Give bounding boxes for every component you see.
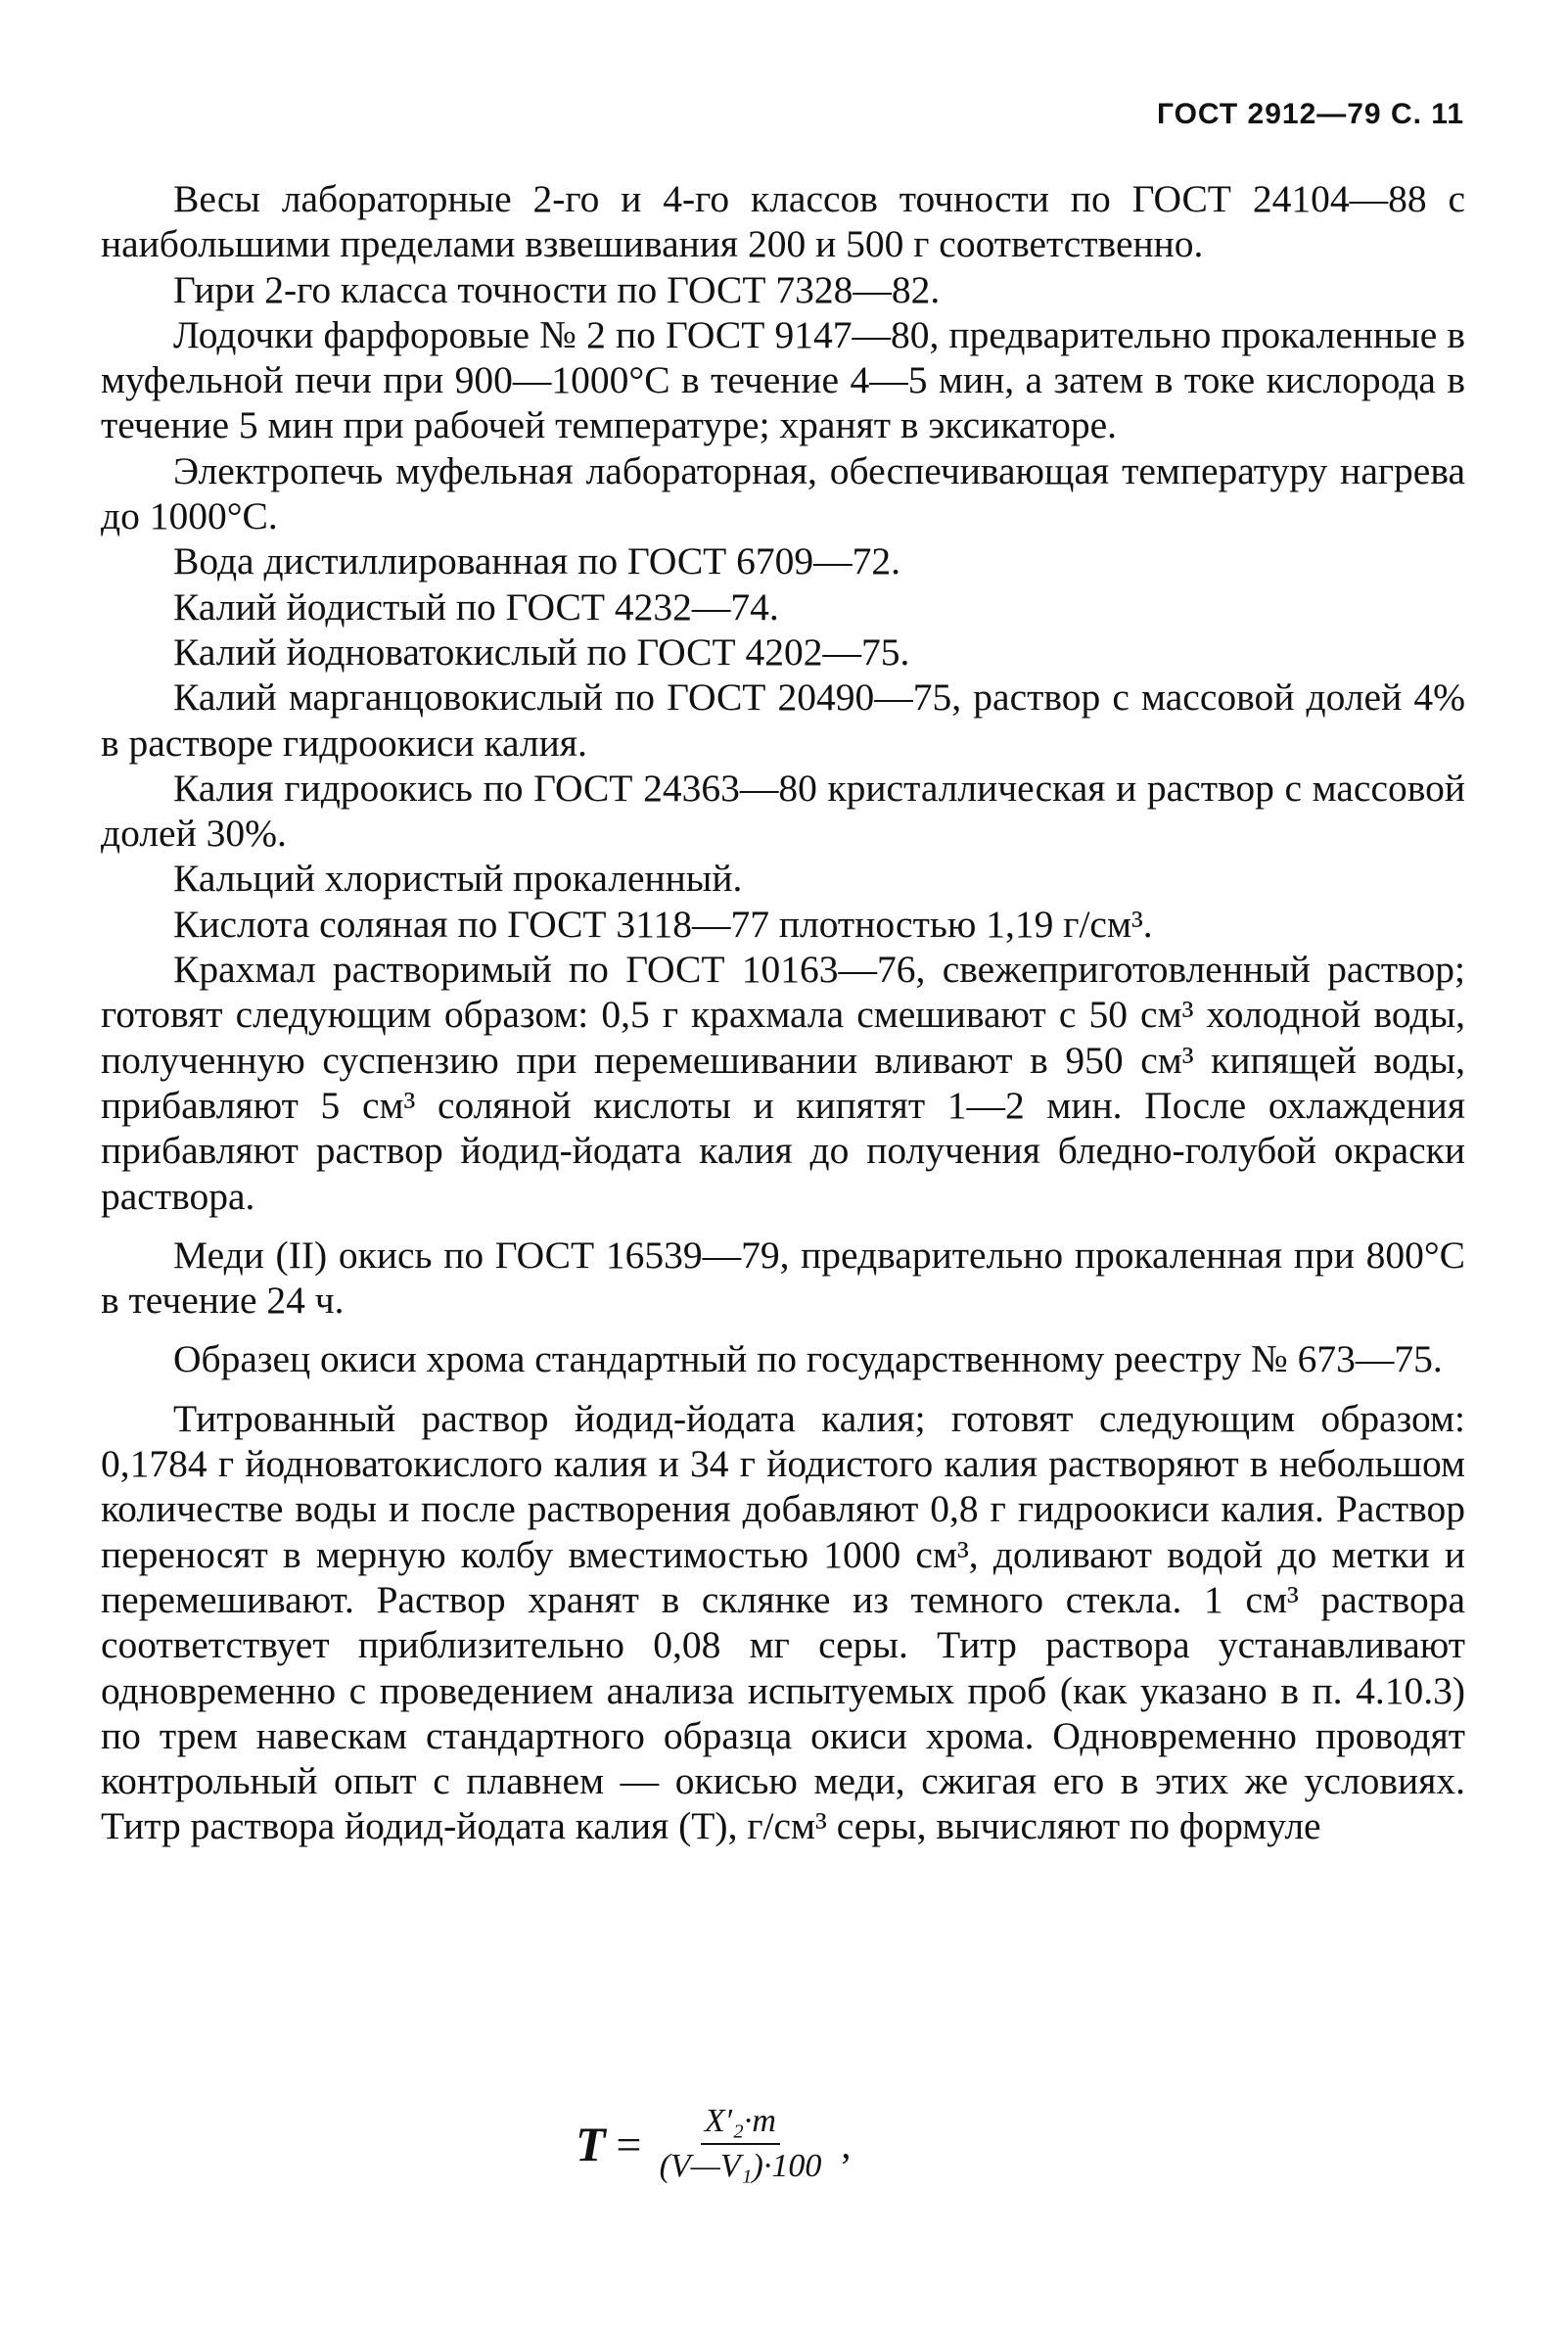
paragraph-permanganate: Калий марганцовокислый по ГОСТ 20490—75, раствор с массовой долей 4% в растворе гидроокиси калия. xyxy=(101,675,1465,765)
paragraph-copper-oxide: Меди (II) окись по ГОСТ 16539—79, предварительно прокаленная при 800°С в течение 24 ч. xyxy=(101,1233,1465,1323)
paragraph-weights: Гири 2-го класса точности по ГОСТ 7328—82. xyxy=(173,267,941,311)
paragraph-hydrochloric-acid: Кислота соляная по ГОСТ 3118—77 плотностью 1,19 г/см³. xyxy=(173,902,1153,946)
titer-formula xyxy=(576,2100,851,2188)
body-text xyxy=(101,176,1465,1849)
paragraph-potassium-iodide: Калий йодистый по ГОСТ 4232—74. xyxy=(173,584,779,629)
formula-equals: = xyxy=(613,2119,644,2169)
paragraph-scales: Весы лабораторные 2-го и 4-го классов точности по ГОСТ 24104—88 с наибольшими пределами взвешивания 200 и 500 г соответственно. xyxy=(101,177,1465,266)
paragraph-potassium-iodate: Калий йодноватокислый по ГОСТ 4202—75. xyxy=(173,629,910,674)
paragraph-furnace: Электропечь муфельная лабораторная, обеспечивающая температуру нагрева до 1000°С. xyxy=(101,448,1465,538)
formula-lhs: T xyxy=(576,2117,606,2171)
running-header: ГОСТ 2912—79 С. 11 xyxy=(1156,98,1464,130)
paragraph-calcium-chloride: Кальций хлористый прокаленный. xyxy=(173,857,743,901)
paragraph-starch: Крахмал растворимый по ГОСТ 10163—76, свежеприготовленный раствор; готовят следующим образом: 0,5 г крахмала смешивают с 50 см³ холодной воды, полученную суспензию при перемешивании вливают в 950 см³ кипящей воды, прибавляют 5 см³ соляной кислоты и кипятят 1—2 мин. После охлаждения прибавляют раствор йодид-йодата калия до получения бледно-голубой окраски раствора. xyxy=(101,948,1465,1218)
formula-fraction xyxy=(656,2103,826,2185)
formula-numerator: X′₂·m xyxy=(701,2103,780,2145)
formula-trailing-comma: , xyxy=(841,2121,852,2166)
paragraph-hydroxide: Калия гидроокись по ГОСТ 24363—80 кристаллическая и раствор с массовой долей 30%. xyxy=(101,766,1465,856)
formula-denominator: (V—V₁)·100 xyxy=(659,2148,822,2184)
paragraph-water: Вода дистиллированная по ГОСТ 6709—72. xyxy=(173,539,901,583)
paragraph-titrant: Титрованный раствор йодид-йодата калия; готовят следующим образом: 0,1784 г йодноватокислого калия и 34 г йодистого калия растворяют в небольшом количестве воды и после растворения добавляют 0,8 г гидроокиси калия. Раствор переносят в мерную колбу вместимостью 1000 см³, доливают водой до метки и перемешивают. Раствор хранят в склянке из темного стекла. 1 см³ раствора соответствует приблизительно 0,08 мг серы. Титр раствора устанавливают одновременно с проведением анализа испытуемых проб (как указано в п. 4.10.3) по трем навескам стандартного образца окиси хрома. Одновременно проводят контрольный опыт с плавнем — окисью меди, сжигая его в этих же условиях. Титр раствора йодид-йодата калия (Т), г/см³ серы, вычисляют по формуле xyxy=(101,1396,1465,1848)
paragraph-chromium-sample: Образец окиси хрома стандартный по государственному реестру № 673—75. xyxy=(173,1337,1443,1381)
paragraph-boats: Лодочки фарфоровые № 2 по ГОСТ 9147—80, предварительно прокаленные в муфельной печи при 900—1000°С в течение 4—5 мин, а затем в токе кислорода в течение 5 мин при рабочей температуре; хранят в эксикаторе. xyxy=(101,312,1465,447)
